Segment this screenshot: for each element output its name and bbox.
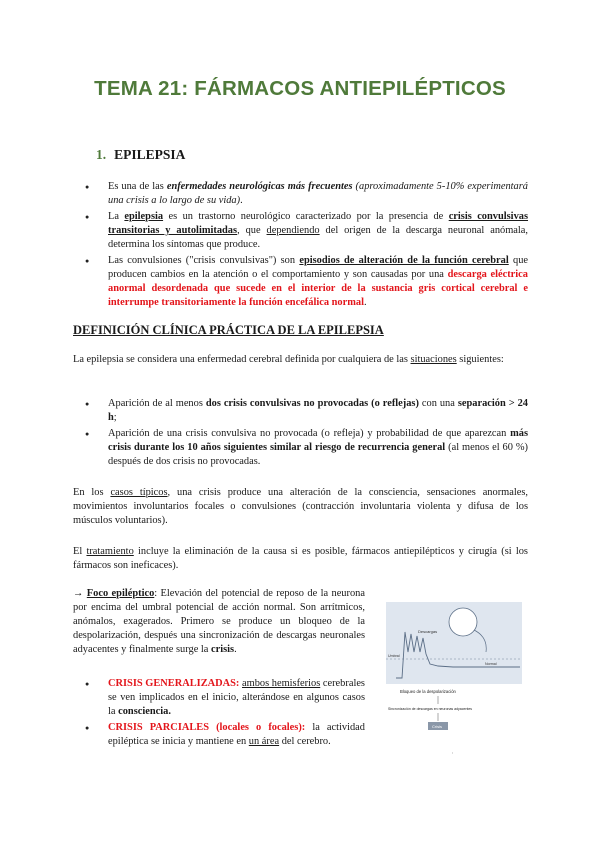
label-sincronizacion: Sincronización de descargas en neuronas adyacentes [388,707,473,711]
list-item: ● Aparición de al menos dos crisis convulsivas no provocadas (o reflejas) con una separación > 24 h; [108,397,528,425]
list-item: ● Es una de las enfermedades neurológicas más frecuentes (aproximadamente 5-10% experimentará una crisis a lo largo de su vida). [108,180,528,208]
section-title: EPILEPSIA [114,147,186,162]
list-item: ● CRISIS GENERALIZADAS: ambos hemisferios cerebrales se ven implicados en el inicio, alterándose en algunos casos la consciencia. [108,677,365,719]
crisis-types-list [108,677,365,751]
typical-cases-paragraph: En los casos típicos, una crisis produce una alteración de la consciencia, sensaciones anormales, movimientos involuntarios focales o convulsiones (contracción involuntaria violenta y difusa de los músculos voluntarios). [73,487,528,526]
list-item: ● La epilepsia es un trastorno neurológico caracterizado por la presencia de crisis convulsivas transitorias y autolimitadas, que dependiendo del origen de la descarga neuronal anómala, determina los síntomas que produce. [108,210,528,252]
treatment-paragraph: El tratamiento incluye la eliminación de la causa si es posible, fármacos antiepilépticos y cirugía (si los fármacos son ineficaces). [73,546,528,571]
definition-bullet-list [108,397,528,471]
list-item: ● Aparición de una crisis convulsiva no provocada (o refleja) y probabilidad de que aparezcan más crisis durante los 10 años siguientes similar al riesgo de recurrencia general (al menos el 60 %) después de dos crisis no provocadas. [108,427,528,469]
epileptic-focus-paragraph: → Foco epiléptico: Elevación del potencial de reposo de la neurona por encima del umbral potencial de acción normal. Son arrítmicos, anómalos, exagerados. Primero se produce un bloqueo de la despolarización, después una sincronización de descargas neuronales adyacentes y finalmente surge la crisis. [73,588,365,655]
page-title: TEMA 21: FÁRMACOS ANTIEPILÉPTICOS [94,77,506,100]
label-normal: Normal [485,662,497,666]
label-bloqueo: Bloqueo de la despolarización [400,689,456,694]
section-number: 1. [96,147,107,162]
neuron-icon [449,608,477,636]
list-item: ● Las convulsiones ("crisis convulsivas") son episodios de alteración de la función cerebral que producen cambios en la atención o el comportamiento y son causadas por una descarga eléctrica anormal desordenada que sucede en el interior de la sustancia gris cortical cerebral e interrumpe transitoriamente la función encefálica normal. [108,254,528,310]
arrow-icon: → [73,588,84,599]
label-umbral: Umbral [388,654,400,658]
epileptic-focus-diagram [378,592,528,760]
definition-heading: DEFINICIÓN CLÍNICA PRÁCTICA DE LA EPILEPSIA [73,323,384,337]
definition-intro: La epilepsia se considera una enfermedad cerebral definida por cualquiera de las situaciones siguientes: [73,354,504,365]
label-crisis: Crisis [432,724,442,729]
epilepsia-bullet-list [108,180,528,312]
small-mark: ' [452,753,453,758]
list-item: ● CRISIS PARCIALES (locales o focales): la actividad epiléptica se inicia y mantiene en un área del cerebro. [108,721,365,749]
section-heading-epilepsia [96,147,185,163]
label-descargas: Descargas [418,629,438,634]
